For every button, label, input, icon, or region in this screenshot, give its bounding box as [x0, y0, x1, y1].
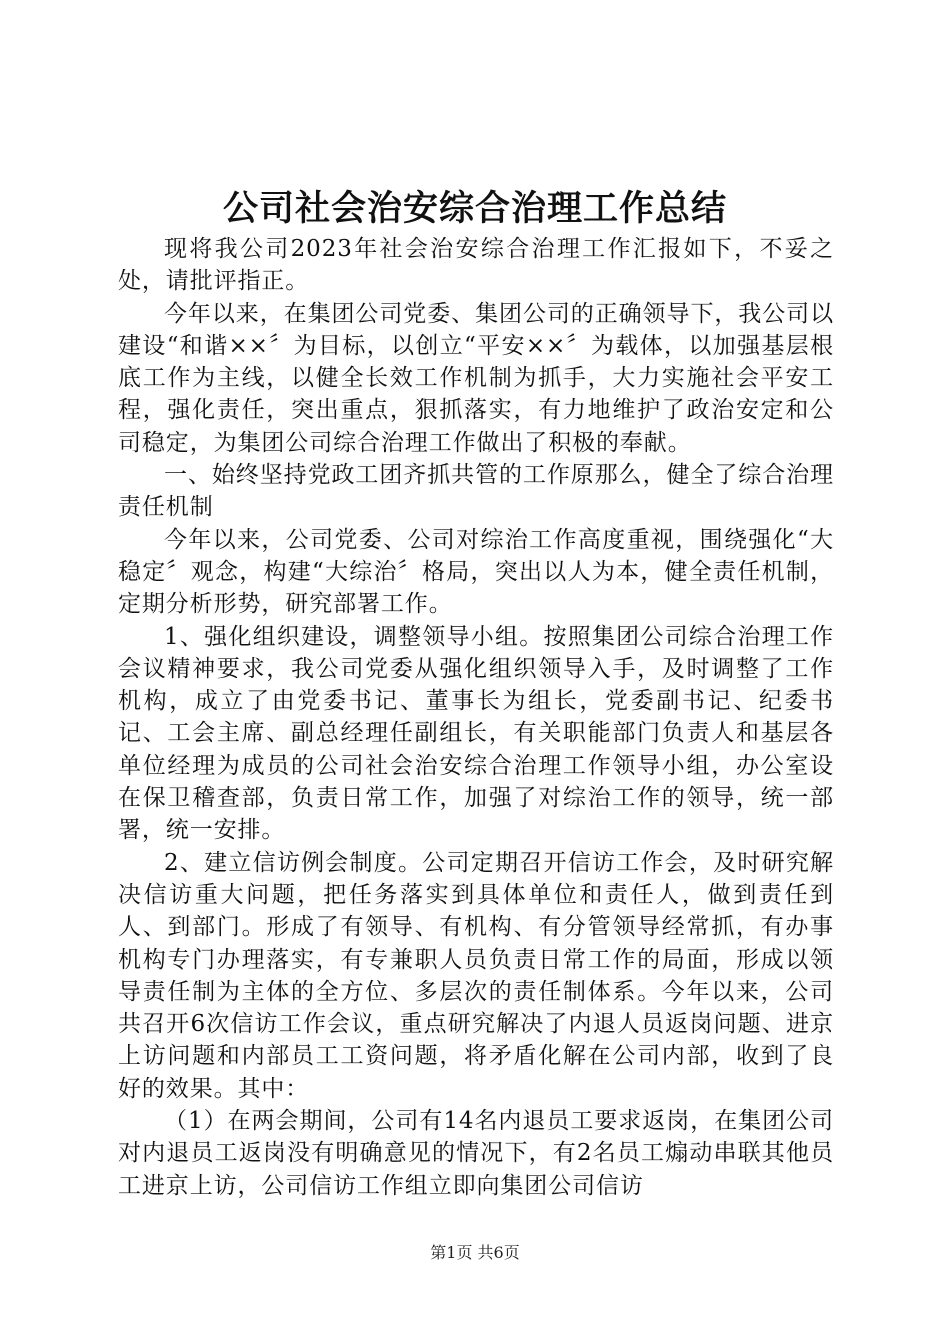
- document-title: 公司社会治安综合治理工作总结: [222, 188, 727, 229]
- document-body: [118, 233, 834, 1202]
- paragraph: 今年以来，公司党委、公司对综治工作高度重视，围绕强化“大稳定〞观念，构建“大综治〞格局，突出以人为本，健全责任机制，定期分析形势，研究部署工作。: [118, 526, 834, 618]
- paragraph: 现将我公司2023年社会治安综合治理工作汇报如下，不妥之处，请批评指正。: [118, 236, 834, 295]
- section-heading: 一、始终坚持党政工团齐抓共管的工作原那么，健全了综合治理责任机制: [118, 462, 834, 521]
- paragraph: （1）在两会期间，公司有14名内退员工要求返岗，在集团公司对内退员工返岗没有明确意见的情况下，有2名员工煽动串联其他员工进京上访，公司信访工作组立即向集团公司信访: [118, 1108, 834, 1199]
- paragraph: 今年以来，在集团公司党委、集团公司的正确领导下，我公司以建设“和谐××〞为目标，以创立“平安××〞为载体，以加强基层根底工作为主线，以健全长效工作机制为抓手，大力实施社会平安工程，强化责任，突出重点，狠抓落实，有力地维护了政治安定和公司稳定，为集团公司综合治理工作做出了积极的奉献。: [118, 300, 834, 456]
- paragraph: 2、建立信访例会制度。公司定期召开信访工作会，及时研究解决信访重大问题，把任务落实到具体单位和责任人，做到责任到人、到部门。形成了有领导、有机构、有分管领导经常抓，有办事机构专门办理落实，有专兼职人员负责日常工作的局面，形成以领导责任制为主体的全方位、多层次的责任制体系。今年以来，公司共召开6次信访工作会议，重点研究解决了内退人员返岗问题、进京上访问题和内部员工工资问题，将矛盾化解在公司内部，收到了良好的效果。其中：: [118, 849, 834, 1102]
- page-number-footer: 第1页 共6页: [430, 1243, 520, 1262]
- paragraph: 1、强化组织建设，调整领导小组。按照集团公司综合治理工作会议精神要求，我公司党委从强化组织领导入手，及时调整了工作机构，成立了由党委书记、董事长为组长，党委副书记、纪委书记、工会主席、副总经理任副组长，有关职能部门负责人和基层各单位经理为成员的公司社会治安综合治理工作领导小组，办公室设在保卫稽查部，负责日常工作，加强了对综治工作的领导，统一部署，统一安排。: [118, 623, 834, 844]
